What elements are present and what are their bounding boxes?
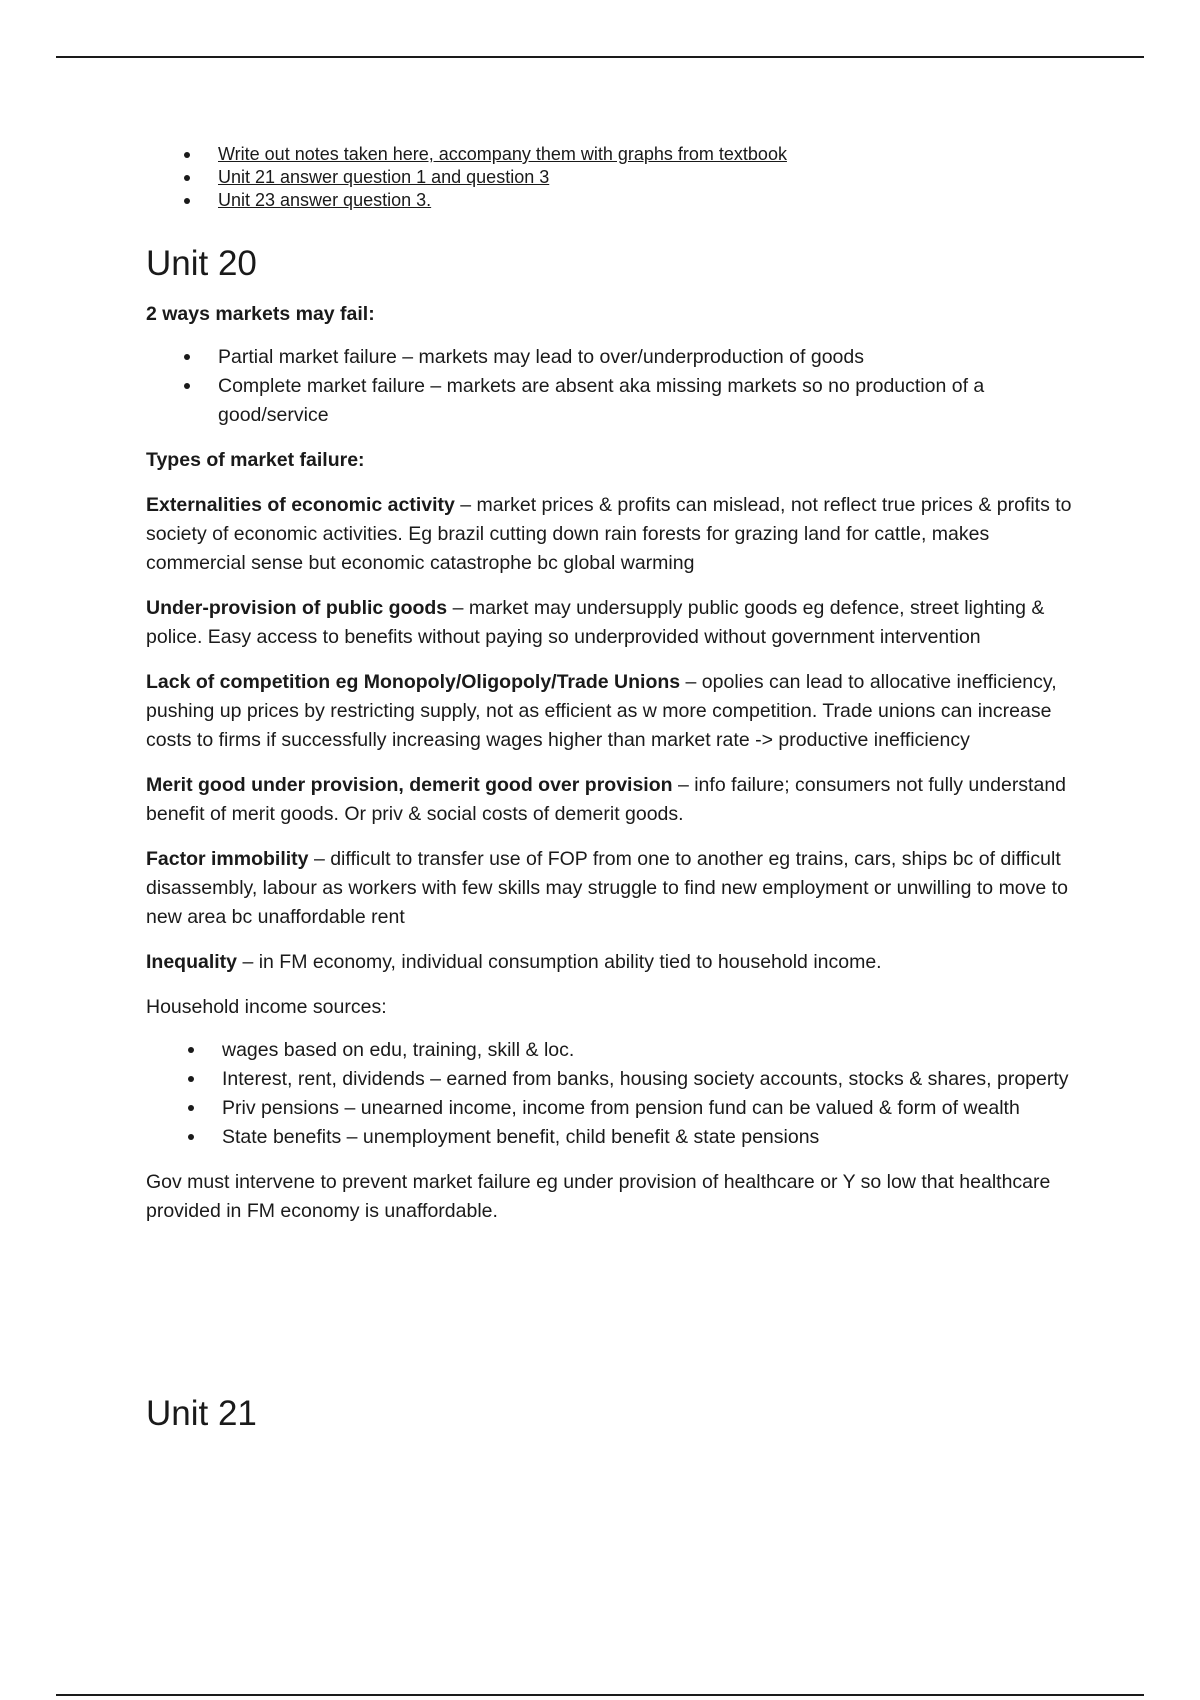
type-paragraph bbox=[146, 771, 1076, 829]
type-paragraph bbox=[146, 845, 1076, 932]
unit-21-heading: Unit 21 bbox=[146, 1394, 257, 1433]
conclusion-paragraph: Gov must intervene to prevent market failure eg under provision of healthcare or Y so low that healthcare provided in FM economy is unaffordable. bbox=[146, 1171, 1051, 1222]
list-item: Partial market failure – markets may lead to over/underproduction of goods bbox=[218, 343, 1076, 372]
ways-title: 2 ways markets may fail: bbox=[146, 303, 375, 325]
type-paragraph bbox=[146, 491, 1076, 578]
type-text: – difficult to transfer use of FOP from one to another eg trains, cars, ships bc of difficult disassembly, labour as workers with few skills may struggle to find new employment or unwilling to move to new area bc unaffordable rent bbox=[146, 848, 1068, 928]
document-body bbox=[146, 143, 1076, 1436]
type-text: – market prices & profits can mislead, not reflect true prices & profits to society of economic activities. Eg brazil cutting down rain forests for grazing land for cattle, makes commercial sense but economic catastrophe bc global warming bbox=[146, 494, 1072, 574]
type-text: – market may undersupply public goods eg defence, street lighting & police. Easy access to benefits without paying so underprovided without government intervention bbox=[146, 597, 1045, 648]
type-text: – info failure; consumers not fully understand benefit of merit goods. Or priv & social costs of demerit goods. bbox=[146, 774, 1067, 825]
type-term: Lack of competition eg Monopoly/Oligopoly/Trade Unions bbox=[146, 671, 681, 693]
list-item: Priv pensions – unearned income, income from pension fund can be valued & form of wealth bbox=[222, 1094, 1076, 1123]
list-item: Complete market failure – markets are absent aka missing markets so no production of a good/service bbox=[218, 372, 1076, 430]
todo-list bbox=[218, 143, 1076, 212]
type-term: Merit good under provision, demerit good over provision bbox=[146, 774, 673, 796]
ways-list bbox=[218, 343, 1076, 430]
todo-item: Unit 21 answer question 1 and question 3 bbox=[218, 166, 1076, 189]
type-term: Factor immobility bbox=[146, 848, 309, 870]
unit-20-heading: Unit 20 bbox=[146, 244, 257, 283]
list-item: Interest, rent, dividends – earned from banks, housing society accounts, stocks & shares, property bbox=[222, 1065, 1076, 1094]
type-term: Externalities of economic activity bbox=[146, 494, 455, 516]
todo-item: Unit 23 answer question 3. bbox=[218, 189, 1076, 212]
type-paragraph bbox=[146, 668, 1076, 755]
type-text: – opolies can lead to allocative inefficiency, pushing up prices by restricting supply, not as efficient as w more competition. Trade unions can increase costs to firms if successfully increasing wages higher than market rate -> productive inefficiency bbox=[146, 671, 1057, 751]
type-paragraph bbox=[146, 594, 1076, 652]
type-paragraph bbox=[146, 948, 1076, 977]
header-rule bbox=[56, 56, 1144, 58]
income-title: Household income sources: bbox=[146, 996, 387, 1018]
type-term: Inequality bbox=[146, 951, 238, 973]
footer-rule bbox=[56, 1694, 1144, 1696]
types-title: Types of market failure: bbox=[146, 449, 365, 471]
type-term: Under-provision of public goods bbox=[146, 597, 448, 619]
list-item: State benefits – unemployment benefit, child benefit & state pensions bbox=[222, 1123, 1076, 1152]
todo-item: Write out notes taken here, accompany them with graphs from textbook bbox=[218, 143, 1076, 166]
type-text: – in FM economy, individual consumption ability tied to household income. bbox=[237, 951, 882, 973]
list-item: wages based on edu, training, skill & loc. bbox=[222, 1036, 1076, 1065]
income-list bbox=[222, 1036, 1076, 1152]
